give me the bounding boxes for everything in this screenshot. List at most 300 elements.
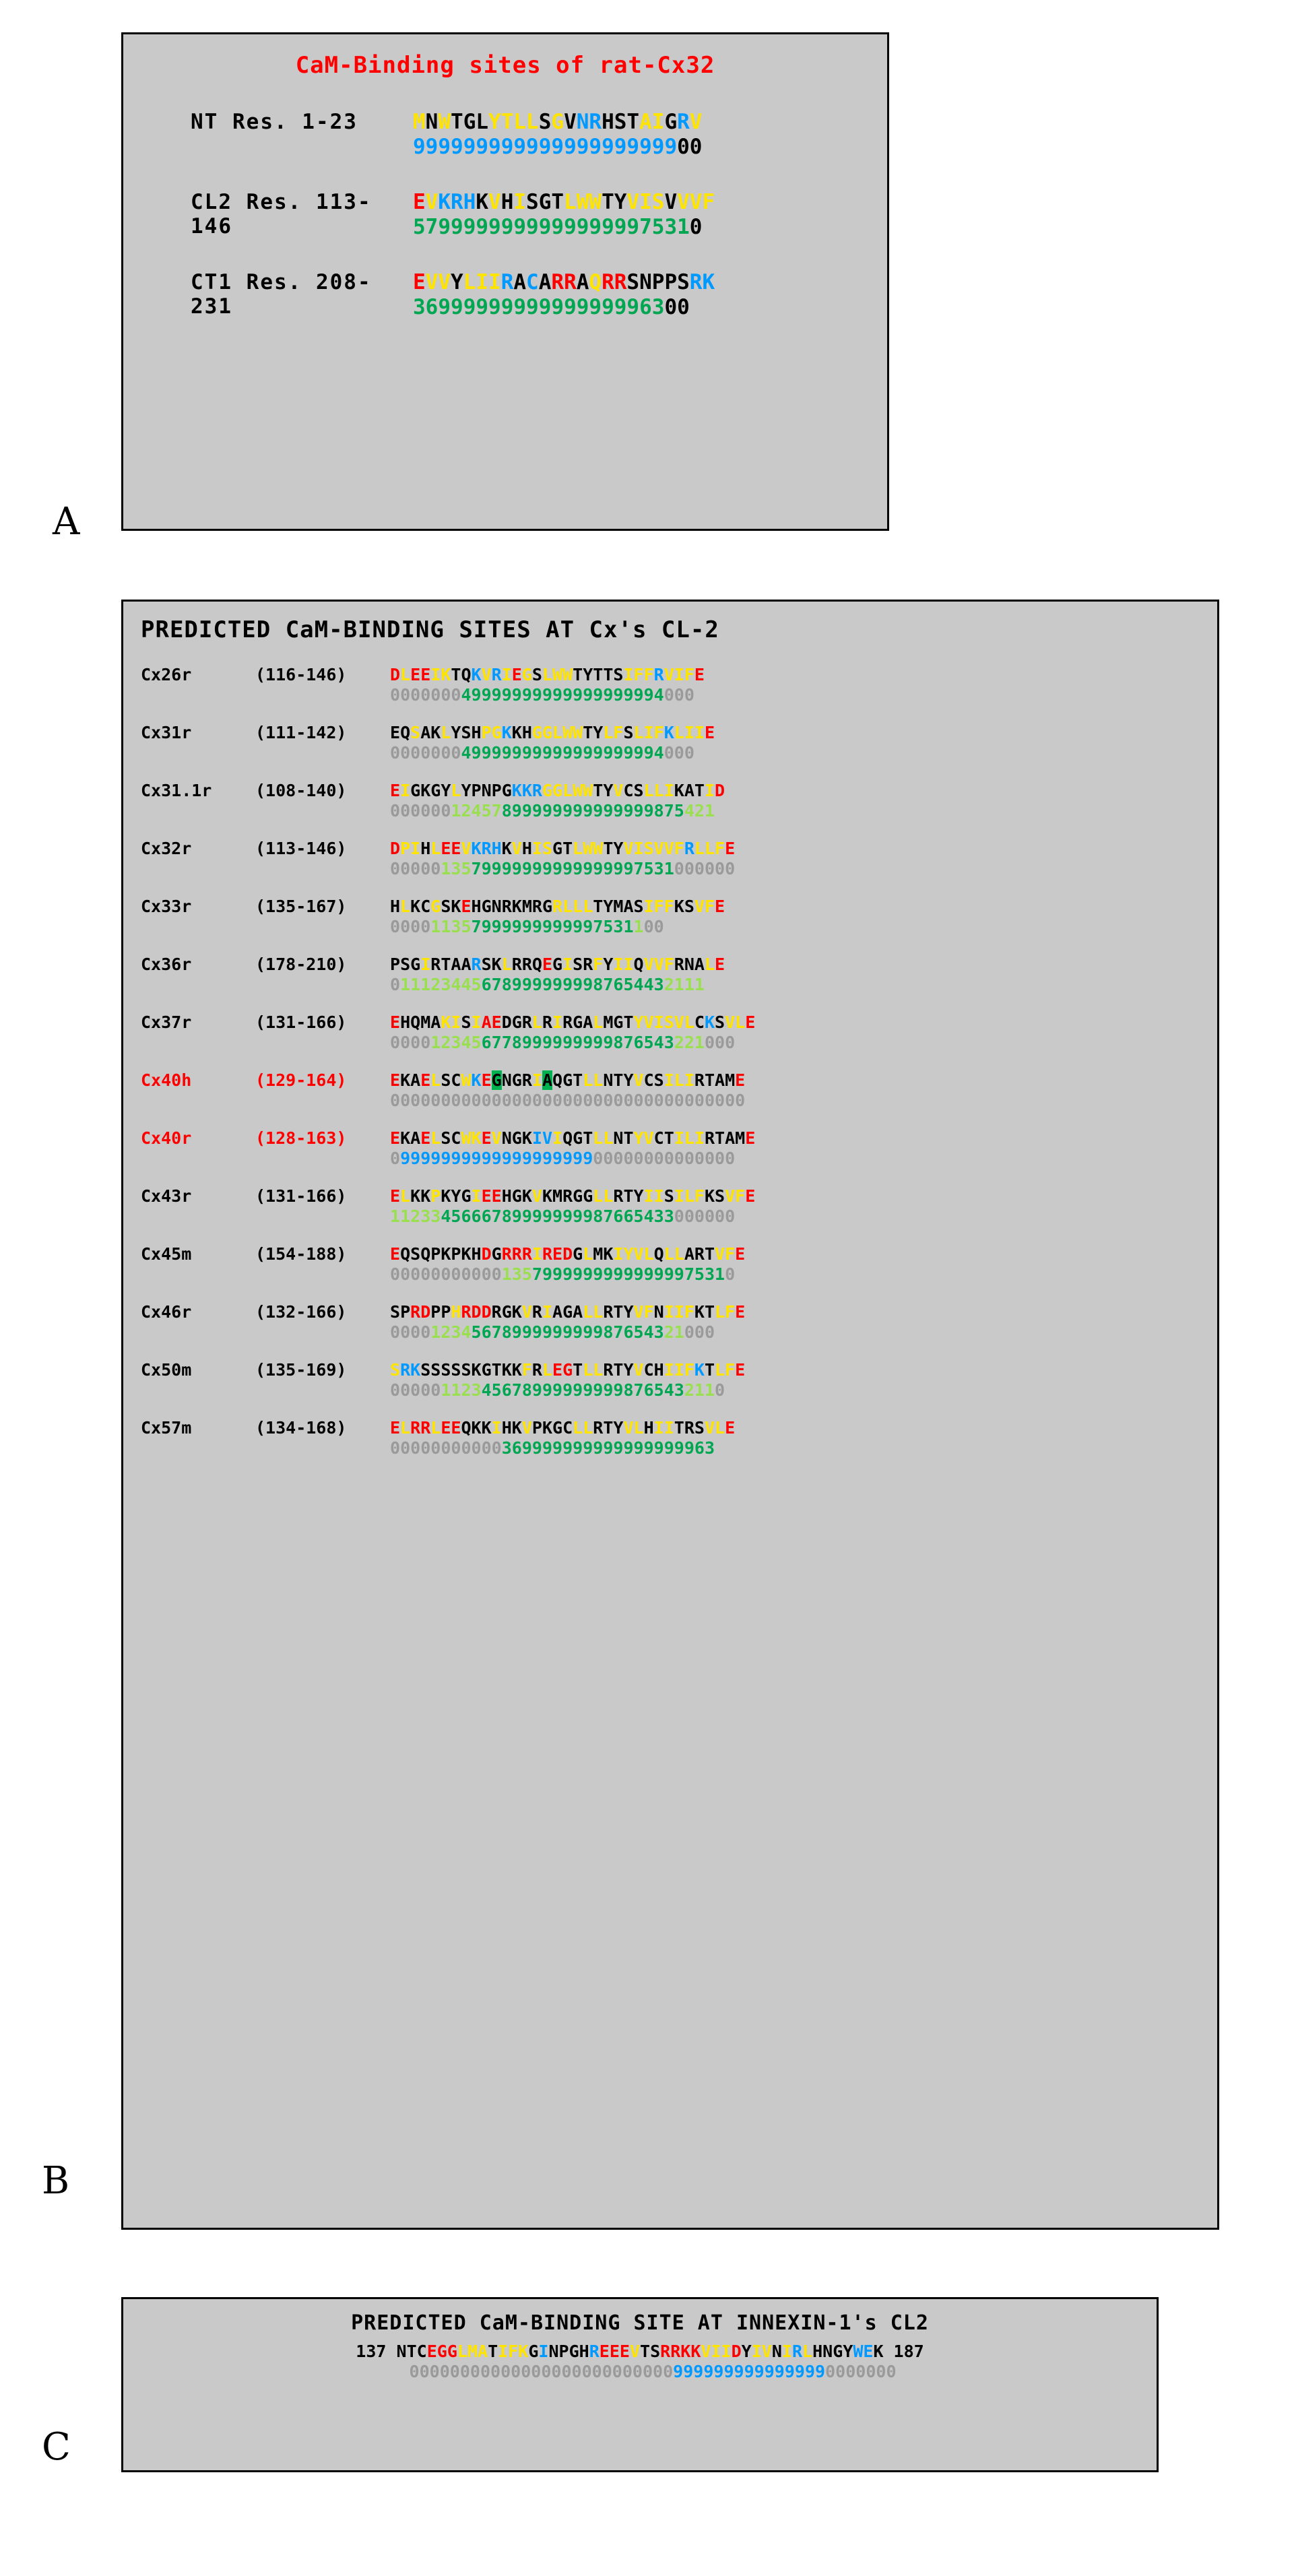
score-sequence-char: 0: [633, 1091, 644, 1110]
residue-sequence-char: G: [569, 2342, 579, 2361]
residue-sequence-char: I: [498, 2342, 509, 2361]
residue-sequence-char: I: [531, 1128, 542, 1148]
score-sequence-char: 0: [653, 917, 664, 936]
score-sequence-char: 0: [542, 1091, 552, 1110]
score-sequence-char: 0: [420, 1091, 431, 1110]
score-sequence-char: 9: [471, 1149, 482, 1168]
score-sequence-char: 0: [430, 859, 441, 878]
residue-sequence-char: V: [694, 897, 705, 916]
score-sequence-char: 5: [651, 214, 665, 239]
score-sequence-char: 9: [573, 1380, 583, 1400]
residue-sequence-char: P: [390, 955, 401, 974]
residue-sequence-char: G: [430, 781, 441, 800]
score-sequence-char: 3: [451, 917, 461, 936]
score-sequence-char: 9: [583, 917, 593, 936]
residue-sequence-char: I: [430, 665, 441, 684]
score-sequence-char: 6: [613, 975, 624, 994]
score-sequence-char: 0: [622, 2362, 633, 2381]
residue-sequence-char: L: [573, 897, 583, 916]
score-sequence-char: 9: [593, 743, 604, 763]
score-sequence-char: 0: [390, 1091, 401, 1110]
score-sequence-char: 9: [573, 801, 583, 820]
score-sequence-char: 0: [613, 1149, 624, 1168]
residue-sequence-char: Y: [633, 1128, 644, 1148]
residue-sequence-char: Q: [400, 723, 411, 742]
residue-sequence-char: A: [576, 270, 589, 295]
residue-sequence-char: I: [623, 955, 634, 974]
score-sequence-char: 9: [552, 1380, 563, 1400]
residue-sequence-char: K: [873, 2342, 884, 2361]
residue-sequence-char: R: [451, 190, 463, 215]
score-sequence-char: 9: [531, 1380, 542, 1400]
residue-sequence-char: V: [531, 1186, 542, 1206]
residue-sequence-char: R: [660, 2342, 671, 2361]
residue-sequence-char: E: [552, 1244, 563, 1264]
residue-sequence-char: R: [670, 2342, 681, 2361]
score-sequence-char: 0: [835, 2362, 846, 2381]
score-sequence-char: 0: [410, 1264, 421, 1284]
residue-sequence-char: L: [715, 1360, 725, 1380]
residue-sequence-char: L: [704, 839, 715, 858]
score-sequence-char: 9: [593, 1380, 604, 1400]
panel-c-row: [123, 2342, 1157, 2382]
residue-sequence-char: I: [694, 723, 705, 742]
connexin-row: [141, 821, 1217, 879]
score-sequence-char: 9: [564, 214, 577, 239]
residue-sequence-char: L: [476, 110, 489, 134]
residue-sequence-char: Q: [653, 1244, 664, 1264]
residue-sequence-char: N: [822, 2342, 833, 2361]
residue-sequence-char: F: [664, 897, 674, 916]
residue-sequence-char: E: [725, 839, 736, 858]
residue-sequence-char: G: [528, 2342, 539, 2361]
residue-sequence-char: I: [531, 839, 542, 858]
score-sequence-char: 9: [562, 975, 573, 994]
score-sequence-char: 9: [683, 2362, 694, 2381]
score-sequence-char: 9: [488, 134, 501, 159]
residue-sequence-char: E: [426, 2342, 437, 2361]
residue-sequence-char: E: [704, 723, 715, 742]
score-sequence-char: 2: [694, 801, 705, 820]
score-sequence-char: 0: [490, 2362, 501, 2381]
score-sequence-char: 0: [410, 1438, 421, 1458]
residue-sequence-char: A: [478, 2342, 488, 2361]
score-sequence-char: 9: [633, 685, 644, 705]
residue-sequence-char: V: [664, 665, 674, 684]
score-sequence-char: 9: [573, 1149, 583, 1168]
residue-sequence-char: M: [521, 897, 532, 916]
score-sequence-char: 6: [623, 1322, 634, 1342]
score-sequence-char: 9: [626, 214, 640, 239]
residue-sequence-char: Y: [593, 723, 604, 742]
residue-sequence-char: A: [694, 955, 705, 974]
residue-sequence-char: L: [400, 1418, 411, 1438]
score-sequence-char: 9: [583, 975, 593, 994]
residue-sequence: [390, 955, 725, 975]
score-sequence-char: 9: [603, 859, 614, 878]
residue-sequence-char: R: [410, 1418, 421, 1438]
score-sequence-char: 9: [542, 685, 552, 705]
residue-sequence-char: G: [436, 2342, 447, 2361]
residue-sequence-char: H: [390, 897, 401, 916]
score-sequence-char: 9: [463, 214, 476, 239]
residue-sequence-char: E: [715, 955, 725, 974]
score-sequence-char: 0: [653, 2362, 664, 2381]
score-sequence-char: 0: [410, 1091, 421, 1110]
residue-sequence-char: V: [643, 1012, 654, 1032]
residue-sequence-char: Y: [583, 665, 593, 684]
residue-sequence-char: L: [457, 2342, 467, 2361]
residue-sequence: [390, 665, 705, 685]
residue-sequence-char: H: [471, 1244, 482, 1264]
residue-sequence-char: S: [461, 1012, 472, 1032]
residue-sequence-char: M: [603, 1012, 614, 1032]
residue-sequence-char: S: [715, 1186, 725, 1206]
score-sequence-char: 0: [451, 743, 461, 763]
score-sequence-char: 9: [451, 294, 463, 319]
score-sequence-char: 9: [744, 2362, 754, 2381]
score-sequence-char: 9: [673, 2362, 684, 2381]
score-sequence-char: 0: [725, 1264, 736, 1284]
residue-sequence-char: I: [664, 781, 674, 800]
score-sequence-char: 9: [511, 1149, 522, 1168]
score-sequence-char: 0: [674, 1149, 684, 1168]
score-sequence-char: 0: [451, 1438, 461, 1458]
score-sequence-char: 0: [725, 1149, 736, 1168]
score-sequence-char: 0: [684, 1091, 694, 1110]
score-sequence-char: 0: [653, 1091, 664, 1110]
residue-sequence-char: R: [694, 1070, 705, 1090]
residue-sequence-char: R: [593, 1418, 604, 1438]
score-sequence-char: 3: [613, 917, 624, 936]
residue-sequence-char: D: [390, 839, 401, 858]
score-sequence-char: 9: [734, 2362, 744, 2381]
residue-sequence-char: L: [583, 1302, 593, 1322]
score-sequence-char: 9: [430, 1149, 441, 1168]
score-sequence-char: 0: [531, 1091, 542, 1110]
residue-sequence-char: I: [542, 1302, 552, 1322]
residue-sequence-char: A: [410, 1070, 421, 1090]
residue-sequence-char: L: [674, 723, 684, 742]
residue-sequence-char: L: [562, 897, 573, 916]
residue-sequence-char: L: [542, 1360, 552, 1380]
residue-sequence-char: Q: [420, 1244, 431, 1264]
residue-sequence-char: A: [725, 1128, 736, 1148]
score-sequence-char: 0: [410, 859, 421, 878]
residue-sequence-char: M: [413, 110, 426, 134]
residue-sequence-char: A: [430, 1012, 441, 1032]
score-sequence-char: 0: [500, 2362, 511, 2381]
residue-sequence-char: L: [400, 897, 411, 916]
residue-sequence-char: T: [488, 2342, 498, 2361]
score-sequence-char: 8: [623, 1380, 634, 1400]
residue-sequence-char: L: [593, 1128, 604, 1148]
residue-sequence-char: C: [562, 1418, 573, 1438]
score-sequence-char: 1: [420, 975, 431, 994]
score-sequence-char: 9: [451, 214, 463, 239]
residue-sequence-char: W: [576, 190, 589, 215]
residue-sequence-char: R: [602, 270, 614, 295]
score-sequence-char: 3: [664, 1206, 674, 1226]
residue-sequence-char: T: [704, 1070, 715, 1090]
sequence-block: [413, 190, 715, 239]
residue-sequence-char: E: [441, 839, 451, 858]
connexin-name: Cx46r: [141, 1302, 192, 1322]
residue-sequence-char: E: [451, 1418, 461, 1438]
score-sequence-char: 8: [511, 1033, 522, 1052]
score-sequence-char: 9: [653, 1438, 664, 1458]
residue-sequence-char: R: [410, 1302, 421, 1322]
residue-sequence-char: L: [593, 1070, 604, 1090]
residue-sequence-char: C: [643, 1360, 654, 1380]
score-sequence-char: 0: [410, 685, 421, 705]
residue-sequence-char: T: [715, 1128, 725, 1148]
residue-sequence-char: K: [476, 190, 489, 215]
residue-sequence-char: E: [542, 955, 552, 974]
sequence-block: [413, 270, 715, 319]
residue-sequence-char: L: [653, 781, 664, 800]
residue-sequence-char: P: [430, 1244, 441, 1264]
score-sequence-char: 9: [513, 214, 527, 239]
residue-sequence-char: K: [542, 1186, 552, 1206]
score-sequence-char: 2: [674, 1033, 684, 1052]
score-sequence-char: 9: [438, 214, 451, 239]
score-sequence-char: 5: [471, 975, 482, 994]
residue-sequence-char: Y: [461, 781, 472, 800]
residue-sequence-char: V: [521, 1418, 532, 1438]
residue-sequence-char: W: [589, 190, 602, 215]
score-sequence-char: 5: [461, 859, 472, 878]
score-sequence-char: 0: [593, 1149, 604, 1168]
residue-sequence-char: R: [583, 955, 593, 974]
residue-sequence-char: K: [674, 781, 684, 800]
residue-sequence-char: E: [420, 1070, 431, 1090]
score-sequence-char: 9: [511, 801, 522, 820]
score-sequence-char: 9: [562, 743, 573, 763]
residue-range: (111-142): [255, 723, 347, 742]
score-sequence-char: 2: [441, 1033, 451, 1052]
residue-sequence-char: I: [711, 2342, 721, 2361]
score-sequence-char: 9: [531, 975, 542, 994]
score-sequence-char: 0: [409, 2362, 420, 2381]
residue-sequence-char: K: [481, 1418, 492, 1438]
residue-sequence-char: R: [653, 665, 664, 684]
residue-sequence-char: V: [643, 1128, 654, 1148]
score-sequence-char: 9: [643, 1438, 654, 1458]
score-sequence-char: 0: [689, 134, 703, 159]
score-sequence: [390, 975, 725, 995]
residue-sequence-char: I: [674, 1186, 684, 1206]
residue-sequence-char: D: [390, 665, 401, 684]
score-sequence-char: 9: [500, 294, 514, 319]
residue-sequence-char: G: [542, 723, 552, 742]
residue-sequence-char: F: [643, 1302, 654, 1322]
residue-sequence-char: E: [745, 1128, 756, 1148]
residue-sequence-char: Y: [603, 781, 614, 800]
residue-sequence-char: K: [704, 1186, 715, 1206]
score-sequence-char: 9: [521, 1149, 532, 1168]
residue-sequence-char: E: [694, 665, 705, 684]
residue-sequence-char: R: [674, 955, 684, 974]
score-sequence-char: 9: [521, 1206, 532, 1226]
score-sequence-char: 9: [576, 294, 589, 319]
sequence-label: CL2 Res. 113-146: [191, 190, 372, 239]
residue-sequence-char: R: [430, 955, 441, 974]
residue-sequence-char: I: [451, 1012, 461, 1032]
residue-sequence-char: Q: [461, 665, 472, 684]
residue-sequence-char: M: [467, 2342, 478, 2361]
connexin-name: Cx31r: [141, 723, 192, 742]
residue-sequence-char: K: [441, 1186, 451, 1206]
residue-sequence: [413, 270, 715, 295]
score-sequence-char: 9: [491, 1149, 502, 1168]
residue-sequence-char: F: [704, 897, 715, 916]
score-sequence-char: 0: [571, 2362, 582, 2381]
score-sequence-char: 9: [531, 1438, 542, 1458]
residue-sequence-char: T: [593, 897, 604, 916]
residue-sequence-char: L: [593, 1302, 604, 1322]
score-sequence-char: 9: [531, 1322, 542, 1342]
residue-sequence-char: K: [674, 897, 684, 916]
residue-sequence-char: V: [613, 781, 624, 800]
score-sequence-char: 9: [626, 134, 640, 159]
residue-range: (131-166): [255, 1186, 347, 1206]
residue-sequence-char: Y: [488, 110, 501, 134]
connexin-row: [141, 879, 1217, 937]
residue-sequence-char: P: [651, 270, 665, 295]
score-sequence-char: 0: [725, 1033, 736, 1052]
score-sequence-char: 0: [623, 1091, 634, 1110]
residue-sequence-char: I: [751, 2342, 762, 2361]
residue-sequence-char: K: [704, 1012, 715, 1032]
residue-sequence-char: L: [573, 839, 583, 858]
residue-sequence: [390, 1012, 755, 1033]
residue-sequence-char: T: [551, 190, 564, 215]
residue-sequence-char: S: [677, 270, 690, 295]
score-sequence-char: 0: [390, 975, 401, 994]
residue-sequence-char: G: [461, 1186, 472, 1206]
residue-sequence-char: Y: [623, 1244, 634, 1264]
residue-sequence-char: L: [583, 1244, 593, 1264]
residue-sequence-char: L: [603, 1186, 614, 1206]
residue-sequence-char: T: [451, 665, 461, 684]
residue-sequence-char: E: [390, 1070, 401, 1090]
residue-sequence-char: L: [684, 1128, 694, 1148]
residue-sequence-char: T: [704, 1302, 715, 1322]
sequence-block: [390, 1418, 735, 1458]
sequence-block: [390, 665, 705, 705]
residue-sequence-char: G: [501, 781, 512, 800]
score-sequence-char: 5: [674, 801, 684, 820]
residue-sequence-char: G: [664, 110, 678, 134]
score-sequence-char: 9: [542, 1322, 552, 1342]
score-sequence-char: 9: [542, 743, 552, 763]
score-sequence-char: 9: [425, 134, 439, 159]
residue-sequence-char: L: [564, 190, 577, 215]
residue-sequence-char: S: [390, 1360, 401, 1380]
residue-sequence-char: T: [593, 781, 604, 800]
residue-range: (135-167): [255, 897, 347, 916]
score-sequence-char: 5: [694, 1264, 705, 1284]
residue-sequence-char: K: [501, 1360, 512, 1380]
residue-sequence-char: I: [491, 1418, 502, 1438]
score-sequence-char: 9: [713, 2362, 724, 2381]
score-sequence-char: 0: [603, 1091, 614, 1110]
residue-sequence-char: R: [501, 1244, 512, 1264]
residue-range: (178-210): [255, 955, 347, 974]
score-sequence-char: 0: [420, 859, 431, 878]
residue-sequence-char: L: [400, 665, 411, 684]
residue-sequence-char: Q: [589, 270, 602, 295]
score-sequence-char: 5: [481, 801, 492, 820]
residue-sequence-char: V: [488, 190, 501, 215]
residue-sequence-char: S: [684, 897, 694, 916]
residue-sequence-char: H: [471, 897, 482, 916]
score-sequence-char: 7: [491, 1322, 502, 1342]
score-sequence-char: 0: [390, 1033, 401, 1052]
score-sequence-char: 1: [400, 1206, 411, 1226]
score-sequence-char: 0: [430, 1091, 441, 1110]
score-sequence-char: 1: [684, 975, 694, 994]
score-sequence-char: 5: [471, 1033, 482, 1052]
score-sequence-char: 0: [591, 2362, 602, 2381]
score-sequence-char: 4: [441, 1206, 451, 1226]
residue-sequence-char: P: [400, 1302, 411, 1322]
connexin-name: Cx36r: [141, 955, 192, 974]
residue-sequence-char: S: [420, 1360, 431, 1380]
score-sequence-char: 5: [643, 859, 654, 878]
score-sequence-char: 9: [633, 1438, 644, 1458]
residue-range: (128-163): [255, 1128, 347, 1148]
score-sequence-char: 0: [643, 1149, 654, 1168]
residue-sequence-char: G: [491, 723, 502, 742]
score-sequence-char: 5: [521, 1264, 532, 1284]
score-sequence-char: 9: [451, 134, 463, 159]
score-sequence-char: 0: [400, 801, 411, 820]
score-sequence-char: 9: [562, 1380, 573, 1400]
score-sequence-char: 9: [583, 685, 593, 705]
residue-sequence-char: G: [481, 1360, 492, 1380]
residue-sequence-char: Y: [451, 723, 461, 742]
residue-sequence-char: I: [653, 1012, 664, 1032]
residue-sequence-char: L: [430, 1418, 441, 1438]
residue-sequence-char: K: [410, 1360, 421, 1380]
residue-sequence-char: T: [613, 1360, 624, 1380]
score-sequence-char: 0: [715, 1091, 725, 1110]
score-sequence-char: 9: [583, 1149, 593, 1168]
residue-sequence-char: G: [531, 723, 542, 742]
residue-sequence-char: T: [603, 665, 614, 684]
residue-sequence-char: A: [451, 955, 461, 974]
residue-sequence-char: L: [430, 1128, 441, 1148]
score-sequence: [390, 743, 715, 763]
residue-sequence-char: H: [812, 2342, 823, 2361]
score-sequence-char: 0: [419, 2362, 430, 2381]
connexin-row: [141, 995, 1217, 1053]
residue-sequence-char: V: [629, 2342, 640, 2361]
residue-sequence-char: V: [542, 1128, 552, 1148]
score-sequence-char: 0: [400, 1264, 411, 1284]
residue-sequence-char: A: [513, 270, 527, 295]
residue-sequence-char: L: [526, 110, 539, 134]
score-sequence-char: 9: [501, 685, 512, 705]
residue-sequence: [413, 110, 702, 135]
residue-sequence-char: M: [420, 1012, 431, 1032]
residue-sequence-char: F: [653, 897, 664, 916]
residue-sequence-char: F: [593, 955, 604, 974]
score-sequence-char: 0: [430, 743, 441, 763]
residue-sequence-char: I: [531, 1070, 542, 1090]
